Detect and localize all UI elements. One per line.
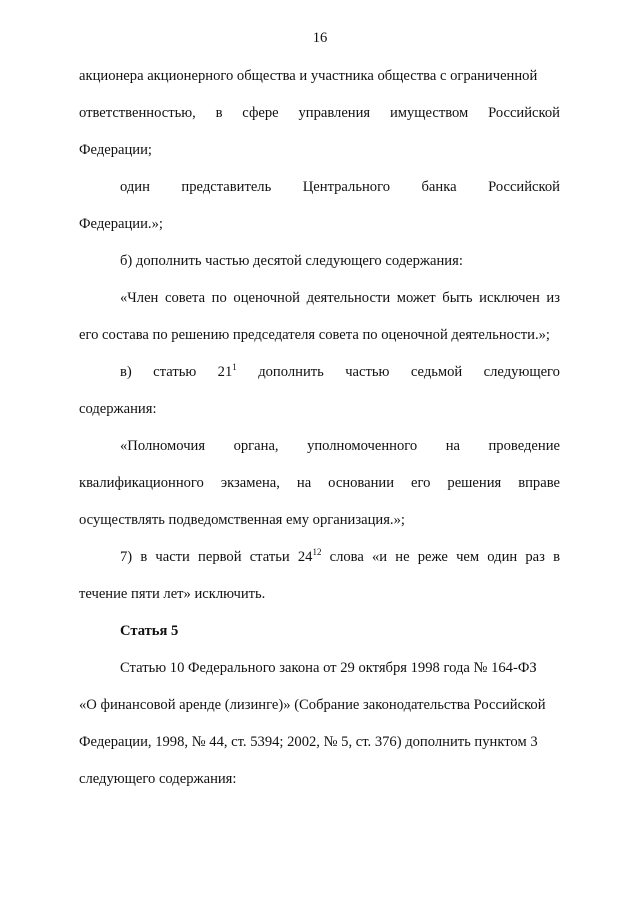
text-line (79, 169, 560, 206)
text-line (79, 354, 560, 391)
text-line-pre: в) статью 21 (120, 364, 233, 380)
superscript: 12 (312, 547, 322, 557)
text-line-pre: 7) в части первой статьи 24 (120, 549, 313, 565)
text-line: течение пяти лет» исключить. (79, 586, 266, 602)
text-line: его состава по решению председателя совета по оценочной деятельности.»; (79, 327, 550, 343)
text-line (79, 280, 560, 317)
text-line (79, 539, 560, 576)
document-body (79, 58, 560, 798)
text-line-content: квалификационного экзамена, на основании его решения вправе (79, 475, 560, 491)
text-line: акционера акционерного общества и участника общества с ограниченной (79, 68, 538, 84)
text-line-content: «Член совета по оценочной деятельности может быть исключен из (120, 290, 560, 306)
text-line (79, 465, 560, 502)
article-heading: Статья 5 (120, 623, 179, 639)
text-line: б) дополнить частью десятой следующего содержания: (120, 253, 463, 269)
text-line-post: дополнить частью седьмой следующего (236, 364, 560, 380)
text-line: следующего содержания: (79, 771, 237, 787)
text-line: осуществлять подведомственная ему организация.»; (79, 512, 405, 528)
text-line: Федерации.»; (79, 216, 163, 232)
text-line: Федерации; (79, 142, 152, 158)
text-line: Федерации, 1998, № 44, ст. 5394; 2002, № 5, ст. 376) дополнить пунктом 3 (79, 734, 538, 750)
text-line: содержания: (79, 401, 157, 417)
page-number: 16 (312, 30, 328, 46)
text-line-content: ответственностью, в сфере управления имуществом Российской (79, 105, 560, 121)
text-line: «О финансовой аренде (лизинге)» (Собрание законодательства Российской (79, 697, 546, 713)
text-line-content: «Полномочия органа, уполномоченного на проведение (120, 438, 560, 454)
text-line-content: один представитель Центрального банка Российской (120, 179, 560, 195)
text-line-post: слова «и не реже чем один раз в (321, 549, 560, 565)
superscript: 1 (232, 362, 237, 372)
text-line (79, 428, 560, 465)
text-line: Статью 10 Федерального закона от 29 октября 1998 года № 164-ФЗ (120, 660, 537, 676)
text-line (79, 95, 560, 132)
